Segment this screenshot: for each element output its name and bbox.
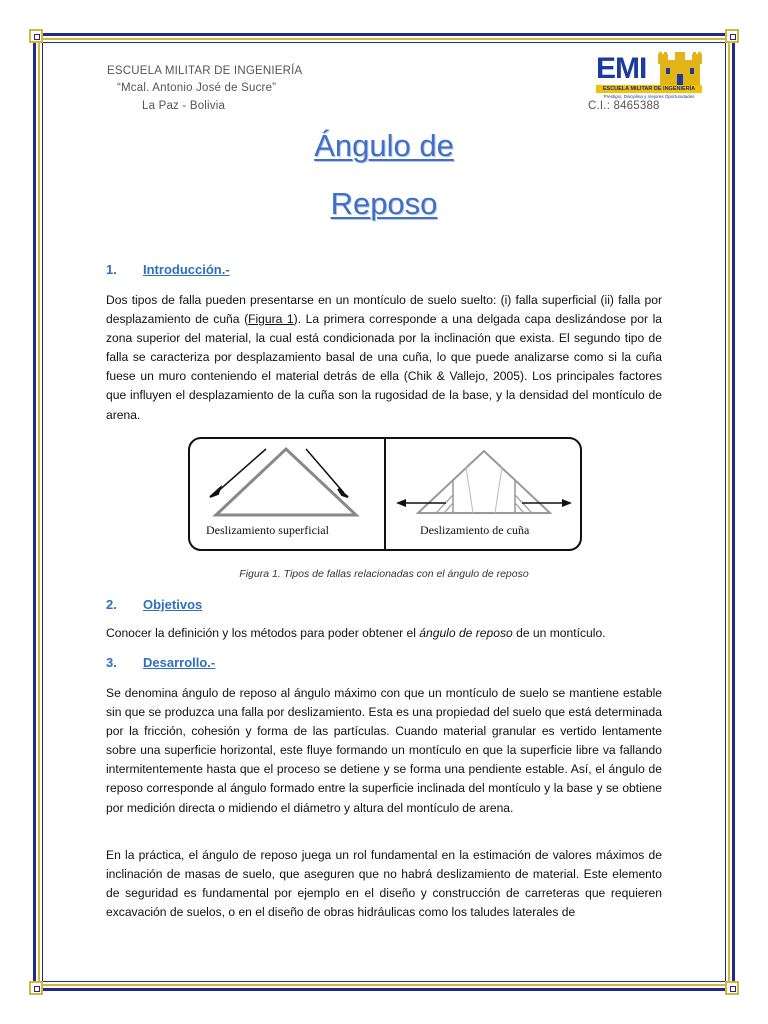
- figure-caption: Figura 1. Tipos de fallas relacionadas con el ángulo de reposo: [239, 568, 529, 580]
- intro-text-b: ). La primera corresponde a una delgada capa deslizándose por la zona superior del material, la cual está condicionada por la inclinación que exista. El segundo tipo de falla se caracteriza por desplazamiento basal de una cuña, lo que puede analizarse como si la cuña fuese un muro conteniendo el material detrás de ella (Chik & Vallejo, 2005). Los principales factores que influyen el desplazamiento de la cuña son la rugosidad de la base, y la densidad del montículo de arena.: [106, 312, 662, 422]
- wedge-slide-label: Deslizamiento de cuña: [420, 523, 530, 537]
- logo-tagline: Prestigio, Disciplina y mejores Oportunidades: [603, 94, 695, 99]
- document-title-line-2: Reposo: [330, 186, 438, 221]
- corner-ornament-bottom-left: [29, 981, 43, 995]
- objectives-text-a: Conocer la definición y los métodos para poder obtener el: [106, 626, 420, 640]
- header-city: La Paz - Bolivia: [142, 100, 226, 112]
- section-heading-objetivos: [106, 597, 202, 612]
- section-number: 3.: [106, 655, 117, 670]
- figure-reference-link[interactable]: Figura 1: [248, 312, 294, 327]
- logo-text: EMI: [596, 52, 647, 85]
- logo-subtitle: ESCUELA MILITAR DE INGENIERÍA: [596, 85, 702, 93]
- emi-logo: [596, 52, 702, 102]
- corner-ornament-bottom-right: [725, 981, 739, 995]
- objectives-paragraph: [106, 624, 662, 643]
- development-paragraph-1: Se denomina ángulo de reposo al ángulo máximo con que un montículo de suelo se mantiene estable sin que se produzca una falla por deslizamiento. Esta es una propiedad del suelo que está determinada por la fricción, cohesión y forma de las partículas. Cuando material granular es vertido lentamente sobre una superficie horizontal, este fluye formando un montículo en que la superficie libre va fallando intermitentemente hasta que el proceso se detiene y se forma una pendiente estable. Así, el ángulo de reposo corresponde al ángulo formado entre la superficie inclinada del montículo y la base y se obtiene por medición directa o midiendo el diámetro y altura del montículo de arena.: [106, 686, 662, 815]
- section-label: Objetivos: [143, 597, 203, 612]
- section-heading-introduccion: [106, 262, 230, 277]
- header-motto: “Mcal. Antonio José de Sucre”: [117, 82, 277, 94]
- header-ci: C.I.: 8465388: [588, 100, 660, 112]
- castle-icon: [658, 52, 702, 86]
- objectives-emphasis: ángulo de reposo: [419, 626, 513, 640]
- header-school: ESCUELA MILITAR DE INGENIERÍA: [107, 65, 303, 77]
- document-title-line-1: Ángulo de: [314, 128, 454, 163]
- intro-text-a: Dos tipos de falla pueden presentarse en un montículo de suelo suelto: (i) falla superficial (ii) falla por desplazamiento de cuña (: [106, 293, 662, 327]
- section-label: Desarrollo.-: [143, 655, 216, 670]
- intro-paragraph: [106, 291, 662, 425]
- corner-ornament-top-left: [29, 29, 43, 43]
- section-number: 1.: [106, 262, 117, 277]
- section-number: 2.: [106, 597, 117, 612]
- section-heading-desarrollo: [106, 655, 215, 670]
- figure-failure-types: [188, 437, 582, 551]
- corner-ornament-top-right: [725, 29, 739, 43]
- objectives-text-b: de un montículo.: [512, 626, 606, 640]
- development-paragraph-2: En la práctica, el ángulo de reposo juega un rol fundamental en la estimación de valores máximos de inclinación de masas de suelo, que aseguren que no habrá deslizamiento de material. Este elemento de seguridad es fundamental por ejemplo en el diseño y construcción de carreteras que requieren excavación de suelos, o en el diseño de obras hidráulicas como los taludes laterales de: [106, 848, 662, 920]
- section-label: Introducción.-: [143, 262, 230, 277]
- surface-slide-label: Deslizamiento superficial: [206, 523, 329, 537]
